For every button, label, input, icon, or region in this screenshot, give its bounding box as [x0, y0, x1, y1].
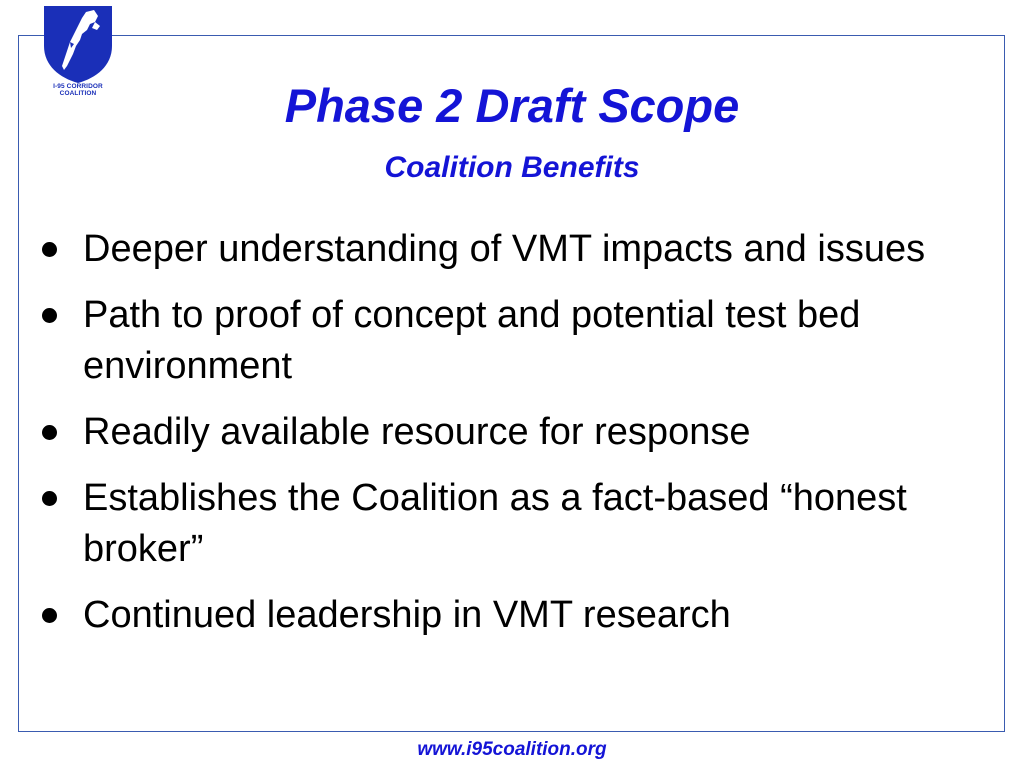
logo-caption-line1: I-95 CORRIDOR: [53, 83, 103, 90]
bullet-item: [40, 473, 980, 575]
bullet-dot-icon: [42, 308, 57, 323]
bullet-text: Readily available resource for response: [83, 411, 751, 453]
shield-map-icon: [40, 2, 116, 84]
bullet-dot-icon: [42, 242, 57, 257]
bullet-text: Path to proof of concept and potential test bed environment: [83, 294, 861, 387]
bullet-dot-icon: [42, 491, 57, 506]
bullet-list: [40, 224, 980, 656]
bullet-text: Deeper understanding of VMT impacts and issues: [83, 228, 926, 270]
bullet-dot-icon: [42, 608, 57, 623]
bullet-item: [40, 290, 980, 392]
logo-caption-line2: COALITION: [59, 90, 97, 97]
bullet-item: [40, 407, 980, 458]
slide-title: Phase 2 Draft Scope: [284, 79, 740, 132]
footer-website-link[interactable]: www.i95coalition.org: [417, 739, 607, 760]
bullet-text: Establishes the Coalition as a fact-based “honest broker”: [83, 477, 907, 570]
bullet-item: [40, 590, 980, 641]
slide-subtitle: Coalition Benefits: [384, 151, 640, 184]
bullet-text: Continued leadership in VMT research: [83, 594, 731, 636]
bullet-item: [40, 224, 980, 275]
bullet-dot-icon: [42, 425, 57, 440]
